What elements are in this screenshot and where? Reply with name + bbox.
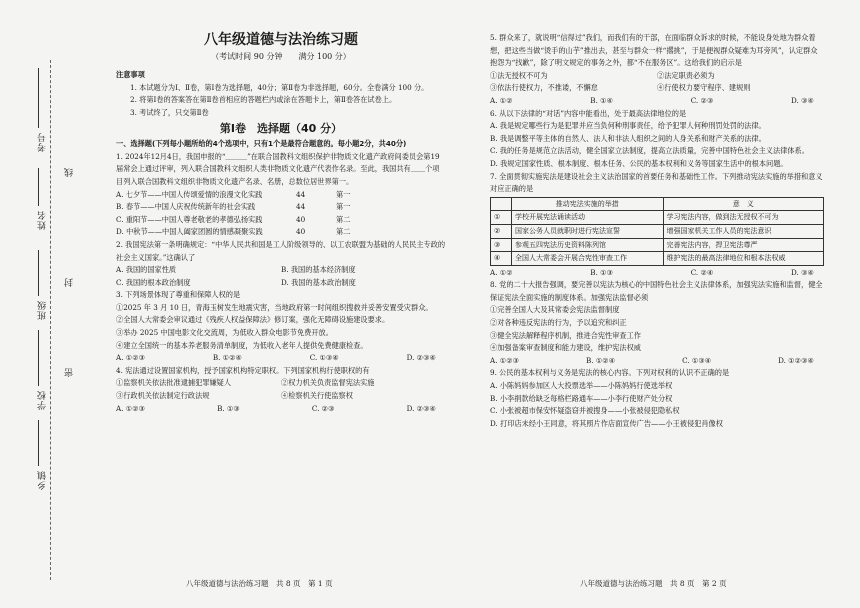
q4-item-2: ②权力机关负责监督宪法实施 bbox=[281, 378, 375, 388]
exam-time-info: （考试时间 90 分钟 满分 100 分） bbox=[211, 51, 351, 61]
question-7: 7. 全面贯彻实施宪法是建设社会主义法治国家的首要任务和基础性工作。下列推动宪法实施的举措和意义对应正确的是 bbox=[490, 171, 823, 194]
q5-options bbox=[490, 95, 824, 108]
q5-items bbox=[490, 70, 824, 95]
q4-item-1: ①监察机关依法批准逮捕犯罪嫌疑人 bbox=[116, 378, 232, 388]
table-row: ③ 参观五四宪法历史资料陈列馆 完善宪法内容，捍卫宪法尊严 bbox=[491, 238, 824, 252]
q6-option-c[interactable]: C. 我的任务是规范立法活动，健全国家立法制度，提高立法质量，完善中国特色社会主义法律体系。 bbox=[490, 146, 809, 156]
q8-item-2: ②对各种违反宪法的行为，予以追究和纠正 bbox=[490, 318, 627, 328]
binding-dashed-line bbox=[50, 60, 51, 580]
label-xuexiao: 学校 bbox=[38, 390, 48, 410]
q2-option-a[interactable]: A. 我国的国家性质 bbox=[116, 265, 177, 275]
question-8: 8. 党的二十大报告强调，要完善以宪法为核心的中国特色社会主义法律体系，加强宪法实施和监督，健全保证宪法全面实施的制度体系。加强宪法监督必须 bbox=[490, 280, 823, 302]
q4-option-d[interactable]: D. ②③④ bbox=[406, 403, 436, 413]
q8-option-c[interactable]: C. ①③④ bbox=[682, 355, 712, 365]
section-heading: 第Ⅰ卷 选择题（40 分） bbox=[219, 121, 343, 135]
q4-option-b[interactable]: B. ①③ bbox=[217, 403, 240, 413]
q6-option-d[interactable]: D. 我规定国家性质、根本制度、根本任务、公民的基本权利和义务等国家生活中的根本问题。 bbox=[490, 158, 788, 168]
question-9: 9. 公民的基本权利与义务是宪法的核心内容。下列对权利的认识不正确的是 bbox=[490, 368, 730, 378]
q5-item-4: ④行使权力要守程序、建规则 bbox=[657, 83, 751, 93]
q8-options bbox=[490, 355, 824, 368]
xingming-field[interactable] bbox=[38, 168, 39, 206]
q7-col-meaning: 意 义 bbox=[663, 197, 823, 211]
exam-page-2 bbox=[490, 32, 824, 430]
q4-items bbox=[116, 377, 446, 402]
xuexiao-field[interactable] bbox=[38, 330, 39, 386]
q7-table bbox=[490, 197, 824, 266]
xiangzhen-field[interactable] bbox=[38, 420, 39, 466]
q8-option-a[interactable]: A. ①②③ bbox=[490, 355, 520, 365]
q8-item-3: ③健全宪法解释程序机制，推进合宪性审查工作 bbox=[490, 330, 641, 340]
label-xiangzhen: 乡镇 bbox=[38, 470, 48, 490]
q9-option-a[interactable]: A. 小陈妈妈参加区人大投票选举——小陈妈妈行使选举权 bbox=[490, 381, 673, 391]
q7-option-c[interactable]: C. ②④ bbox=[690, 267, 714, 277]
cut-mark-xian: 线 bbox=[65, 168, 75, 177]
q4-options bbox=[116, 403, 446, 416]
q9-option-b[interactable]: B. 小李捐款给缺乏每格栏路通车——小李行使财产处分权 bbox=[490, 393, 673, 403]
question-5: 5. 群众来了，就说明“信得过”我们，而我们有的干部，在面临群众诉求的时候，不能设身处地为群众着想，把这些当做“烫手的山芋”推出去，甚至与群众一样“撂挑”，于是便视群众疑难为耳旁风”，认定群众抱怨为“找歉”，除了明文规定的事务之外，都“不在服务区”。这给我们的启示是 bbox=[490, 33, 818, 68]
question-6: 6. 从以下法律的“对话”内容中能看出，处于最高法律地位的是 bbox=[490, 108, 687, 118]
exam-page-1 bbox=[116, 32, 446, 415]
q9-option-d[interactable]: D. 打印店未经小王同意，将其照片作店面宣传广告——小王被侵犯肖像权 bbox=[490, 418, 723, 428]
q7-col-measure: 推动宪法实施的举措 bbox=[512, 197, 664, 211]
q3-option-b[interactable]: B. ①②④ bbox=[212, 353, 242, 363]
kaohao-field[interactable] bbox=[38, 68, 39, 128]
notes-heading: 注意事项 bbox=[116, 70, 145, 80]
section-intro: 一、选择题(下列每小题所给的4个选项中，只有1个是最符合题意的。每小题2分，共40分) bbox=[116, 139, 407, 149]
q7-options bbox=[490, 267, 824, 280]
q2-option-d[interactable]: D. 我国的基本政治制度 bbox=[281, 277, 356, 287]
q2-options bbox=[116, 264, 446, 289]
q8-option-d[interactable]: D. ①②③④ bbox=[778, 355, 814, 365]
cut-mark-feng: 封 bbox=[65, 278, 75, 287]
question-3: 3. 下列场景体现了尊重和保障人权的是 bbox=[116, 290, 241, 300]
label-xingming: 姓名 bbox=[38, 210, 48, 230]
label-banji: 班级 bbox=[38, 300, 48, 320]
q4-item-4: ④检察机关行使监察权 bbox=[281, 391, 353, 401]
q3-item-4: ④建立全国统一的基本养老服务清单制度，为低收入老年人提供免费健康检查。 bbox=[116, 340, 368, 350]
label-kaohao: 考号 bbox=[38, 132, 48, 152]
question-4: 4. 宪法通过设置国家机构，授予国家机构特定职权。下列国家机构行使职权的有 bbox=[116, 365, 370, 375]
q4-option-a[interactable]: A. ①②③ bbox=[116, 403, 146, 413]
table-row: ① 学校开展宪法诵读活动 学习宪法内容，做到法无授权不可为 bbox=[491, 211, 824, 225]
page-footer-2: 八年级道德与法治练习题 共 8 页 第 2 页 bbox=[580, 579, 727, 588]
q3-option-d[interactable]: D. ②③④ bbox=[406, 353, 436, 363]
q7-option-d[interactable]: D. ③④ bbox=[791, 267, 814, 277]
q5-option-b[interactable]: B. ①④ bbox=[590, 95, 614, 105]
q9-option-c[interactable]: C. 小张被超市保安怀疑盗窃并被搜身——小张被侵犯隐私权 bbox=[490, 406, 680, 416]
q5-option-c[interactable]: C. ②③ bbox=[690, 95, 714, 105]
q6-option-a[interactable]: A. 我是规定哪些行为是犯罪并应当负何种刑事责任，给予犯罪人何种刑罚处罚的法律。 bbox=[490, 121, 766, 131]
note-3: 3. 考试终了，只交第Ⅱ卷 bbox=[130, 107, 209, 117]
q4-option-c[interactable]: C. ②③ bbox=[311, 403, 335, 413]
q6-option-b[interactable]: B. 我是调整平等主体的自然人、法人和非法人组织之间的人身关系和财产关系的法律。 bbox=[490, 133, 766, 143]
q3-option-a[interactable]: A. ①②③ bbox=[116, 353, 146, 363]
q1-option-b[interactable]: B. 春节——中国人庆祝传统新年的社会实践 44 第一 bbox=[116, 202, 351, 212]
q3-item-1: ①2025 年 3 月 10 日，青海玉树发生地震灾害，当地政府第一时间组织搜救并妥善安置受灾群众。 bbox=[116, 302, 433, 312]
page-title: 八年级道德与法治练习题 bbox=[204, 32, 358, 48]
cut-mark-mi: 密 bbox=[65, 368, 75, 377]
q1-option-d[interactable]: D. 中秋节——中国人阖家团圆的情感凝聚实践 40 第二 bbox=[116, 227, 351, 237]
q4-item-3: ③行政机关依法制定行政法规 bbox=[116, 391, 210, 401]
q1-option-c[interactable]: C. 重阳节——中国人尊老敬老的孝德弘扬实践 40 第二 bbox=[116, 214, 351, 224]
q5-item-1: ①法无授权不可为 bbox=[490, 70, 548, 80]
q3-item-2: ②全国人大常委会审议通过《残疾人权益保障法》修订案，强化无障碍设施建设要求。 bbox=[116, 315, 390, 325]
banji-field[interactable] bbox=[38, 250, 39, 296]
q3-item-3: ③举办 2025 中国电影文化交流周，为低收入群众电影节免费开放。 bbox=[116, 328, 333, 338]
q2-option-c[interactable]: C. 我国的根本政治制度 bbox=[116, 277, 191, 287]
note-2: 2. 将第Ⅰ卷的答案答在第Ⅱ卷首相应的答题栏内或涂在答题卡上，第Ⅱ卷答在试卷上。 bbox=[130, 95, 397, 105]
q2-option-b[interactable]: B. 我国的基本经济制度 bbox=[281, 265, 356, 275]
q8-item-4: ④加强备案审查制度和能力建设，维护宪法权威 bbox=[490, 343, 641, 353]
q1-option-a[interactable]: A. 七夕节——中国人传颂爱情的浪漫文化实践 44 第一 bbox=[116, 189, 351, 199]
q5-option-d[interactable]: D. ③④ bbox=[791, 95, 814, 105]
q8-item-1: ①完善全国人大及其常委会宪法监督制度 bbox=[490, 305, 620, 315]
table-row: ② 国家公务人员就职时进行宪法宣誓 增强国家机关工作人员的宪法意识 bbox=[491, 224, 824, 238]
note-1: 1. 本试题分为Ⅰ、Ⅱ卷，第Ⅰ卷为选择题，40分；第Ⅱ卷为非选择题，60分。全卷满分 100 分。 bbox=[130, 82, 429, 92]
q7-option-b[interactable]: B. ①③ bbox=[590, 267, 614, 277]
q5-option-a[interactable]: A. ①② bbox=[490, 95, 513, 105]
q5-item-2: ②法定职责必须为 bbox=[657, 70, 715, 80]
page-footer-1: 八年级道德与法治练习题 共 8 页 第 1 页 bbox=[186, 579, 333, 588]
question-2: 2. 我国宪法第一条明确规定：“中华人民共和国是工人阶级领导的、以工农联盟为基础的人民民主专政的社会主义国家。”这确认了 bbox=[116, 239, 446, 262]
q7-option-a[interactable]: A. ①② bbox=[490, 267, 513, 277]
question-1: 1. 2024年12月4日，我国申报的“＿＿＿”在联合国教科文组织保护非物质文化遗产政府间委员会第19届常会上通过评审，列入联合国教科文组织人类非物质文化遗产代表作名录。至此，我国共有＿＿个项目列入联合国教科文组织非物质文化遗产名录、名册，总数位居世界第一。 bbox=[116, 151, 440, 186]
q3-option-c[interactable]: C. ①③④ bbox=[309, 353, 339, 363]
table-row: ④ 全国人大常委会开展合宪性审查工作 维护宪法的最高法律地位和根本法权威 bbox=[491, 252, 824, 266]
binding-margin bbox=[0, 0, 75, 608]
q8-option-b[interactable]: B. ①②④ bbox=[585, 355, 616, 365]
q3-options bbox=[116, 352, 446, 365]
q5-item-3: ③依法行使权力，不推诿，不懈怠 bbox=[490, 83, 598, 93]
table-header-row bbox=[491, 197, 824, 211]
